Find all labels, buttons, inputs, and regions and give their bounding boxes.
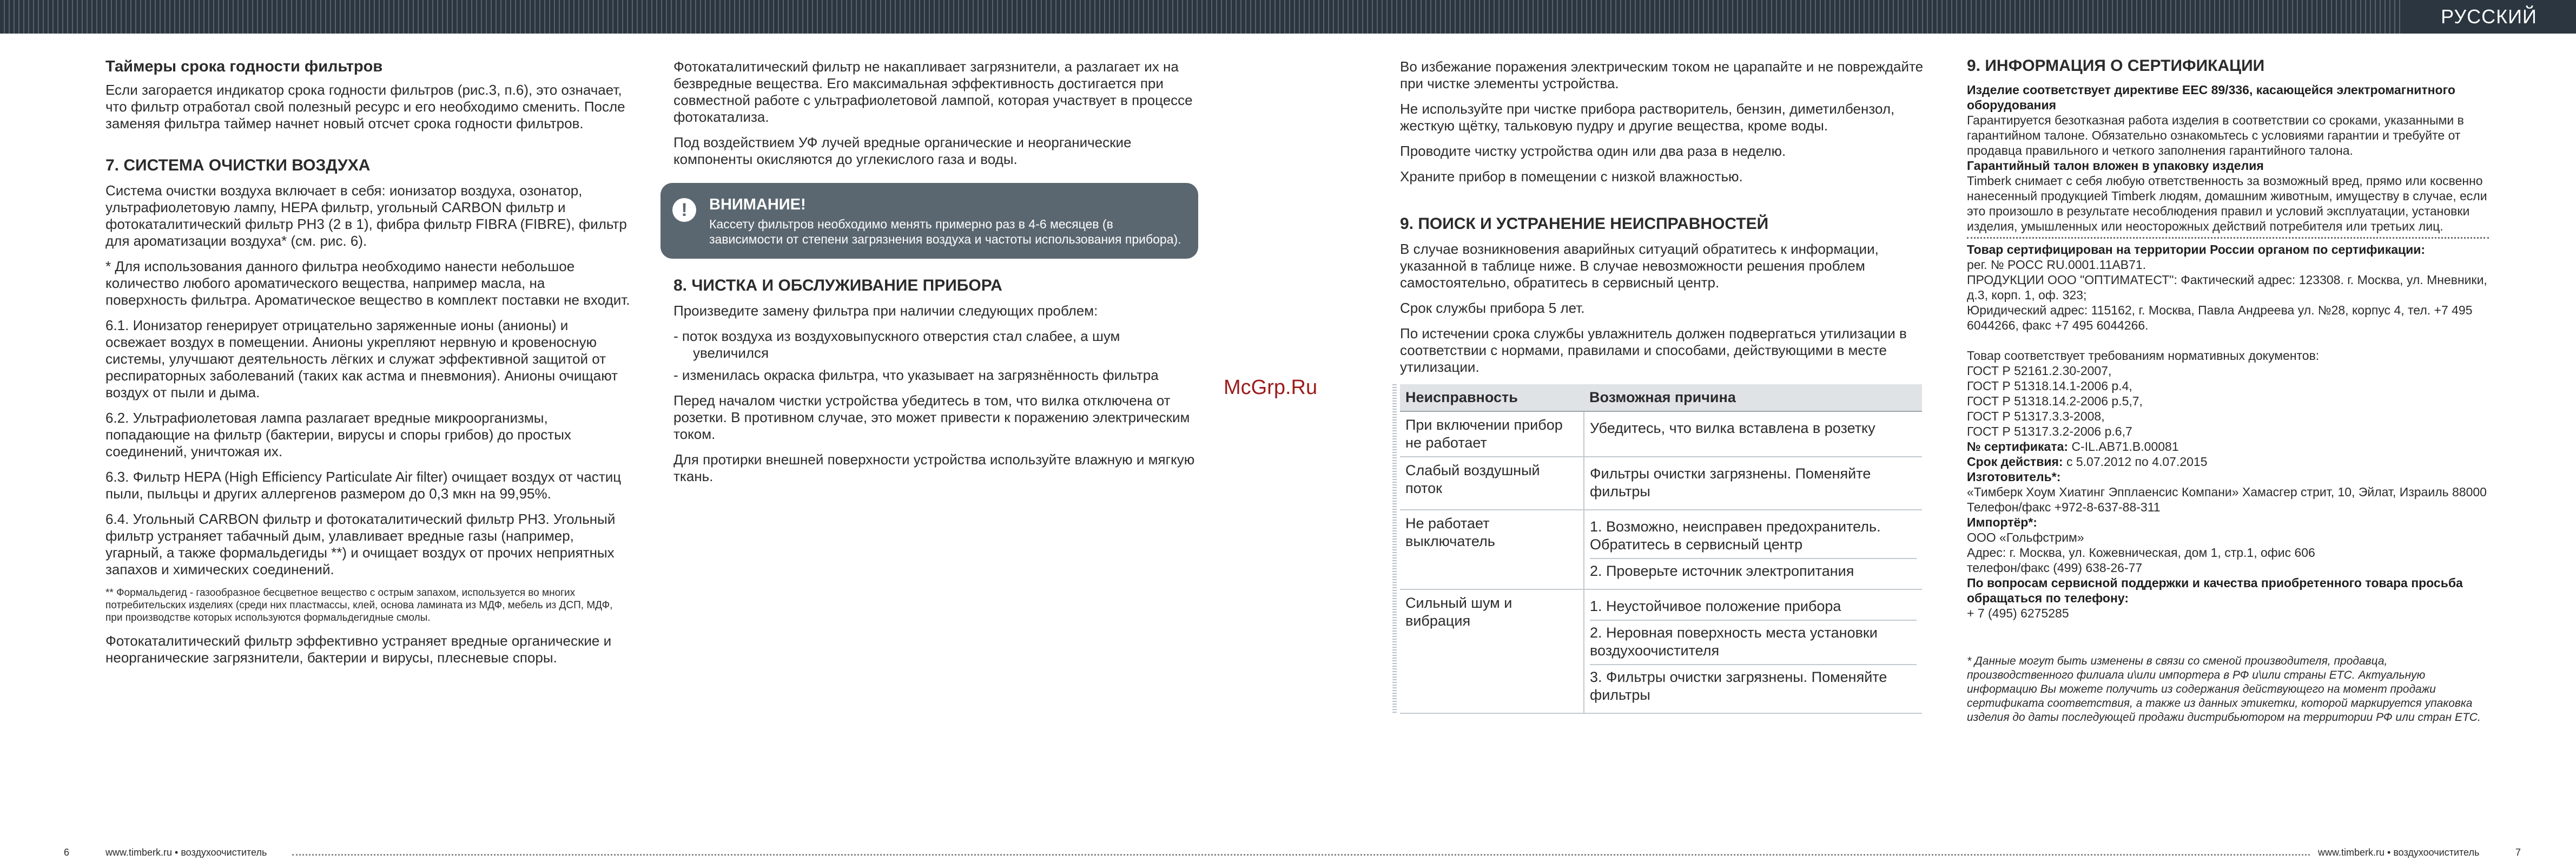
paragraph: 6.3. Фильтр HEPA (High Efficiency Particulate Air filter) очищает воздух от частиц пыли, пыльцы и других аллергенов размером до 0,3 мкн на 99,95%. (105, 469, 622, 502)
warning-box (660, 183, 1198, 259)
cause-cell (1584, 411, 1922, 457)
paragraph: Произведите замену фильтра при наличии следующих проблем: (673, 303, 1098, 319)
paragraph: Система очистки воздуха включает в себя: ионизатор воздуха, озонатор, ультрафиолетовую лампу, HEPA фильтр, угольный CARBON фильтр и фотокаталитический фильтр PH3 (2 в 1), фибра фильтр FIBRA (FIBRE), фильтр для ароматизации воздуха* (см. рис. 6). (105, 182, 627, 249)
certified-by-label: Товар сертифицирован на территории России органом по сертификации: (1967, 242, 2426, 257)
paragraph: 6.4. Угольный CARBON фильтр и фотокаталитический фильтр PH3. Угольный фильтр устраняет табачный дым, улавливает вредные газы (например, угарный, а также формальдегиды **) и очищает воздух от прочих неприятных запахов и химических соединений. (105, 511, 616, 577)
column-4 (1967, 58, 2489, 725)
right-footer-site: www.timberk.ru • воздухоочиститель (2318, 847, 2480, 858)
importer-name: ООО «Гольфстрим» (1967, 530, 2084, 544)
reg-number: рег. № РОСС RU.0001.11АВ71. (1967, 258, 2146, 272)
importer-phone: телефон/факс (499) 638-26-77 (1967, 561, 2143, 575)
paragraph: Фотокаталитический фильтр не накапливает загрязнители, а разлагает их на безвредные вещества. Его максимальная эффективность достигается при совместной работе с ультрафиолетовой лампой, которая участвует в процессе фотокатализа. (673, 58, 1193, 125)
cert-body-address: ПРОДУКЦИИ ООО "ОПТИМАТЕСТ": Фактический адрес: 123308. г. Москва, ул. Мневники, д.3, корп. 1, оф. 323; (1967, 273, 2487, 302)
paragraph: * Для использования данного фильтра необходимо нанести небольшое количество любого ароматического вещества, например масла, на поверхность фильтра. Ароматическое вещество в комплект поставки не входит. (105, 258, 630, 308)
paragraph: По истечении срока службы увлажнитель должен подвергаться утилизации в соответствии с нормами, правилами и способами, действующими в месте утилизации. (1400, 325, 1907, 375)
section-9-title: 9. ПОИСК И УСТРАНЕНИЕ НЕИСПРАВНОСТЕЙ (1400, 215, 1769, 233)
table-header-row (1400, 384, 1922, 411)
table-row (1400, 411, 1922, 457)
problem-cell: Не работает выключатель (1400, 510, 1584, 589)
warranty-text: Гарантируется безотказная работа изделия в соответствии со сроками, указанными в гарантийном талоне. Обязательно ознакомьтесь с условиями гарантии и требуйте от продавца правильного и четкого заполнения гарантийного талона. (1967, 113, 2464, 157)
cause-item: 3. Фильтры очистки загрязнены. Поменяйте фильтры (1590, 664, 1917, 708)
left-page-number: 6 (64, 847, 70, 858)
paragraph: 6.1. Ионизатор генерирует отрицательно заряженные ионы (анионы) и освежает воздух в помещении. Анионы укрепляют нервную и кровеносную системы, улучшают деятельность лёгких и служат эффективной защитой от респираторных заболеваний (таких как астма и пневмония). Анионы очищают воздух от пыли и дыма. (105, 317, 618, 400)
language-label: РУССКИЙ (2402, 0, 2576, 34)
term-value: с 5.07.2012 по 4.07.2015 (2066, 455, 2208, 469)
cause-item: 1. Возможно, неисправен предохранитель. Обратитесь в сервисный центр (1590, 518, 1881, 553)
list-item: - поток воздуха из воздуховыпускного отверстия стал слабее, а шум увеличился (673, 328, 1120, 361)
cause-item: 2. Неровная поверхность места установки воздухоочистителя (1590, 620, 1917, 664)
certification-title: 9. ИНФОРМАЦИЯ О СЕРТИФИКАЦИИ (1967, 57, 2265, 75)
table-header: Возможная причина (1584, 384, 1922, 411)
troubleshooting-table (1400, 384, 1922, 714)
paragraph: 6.2. Ультрафиолетовая лампа разлагает вредные микроорганизмы, попадающие на фильтр (бактерии, вирусы и споры грибов) до простых соединений, уничтожая их. (105, 410, 571, 459)
liability-text: Timberk снимает с себя любую ответственность за возможный вред, прямо или косвенно нанесенный продукцией Timberk людям, домашним животным, имуществу в случае, если это произошло в результате несоблюдения правил и условий эксплуатации, установки изделия, умышленных или неосторожных действий потребителя или третьих лиц. (1967, 174, 2487, 233)
paragraph: В случае возникновения аварийных ситуаций обратитесь к информации, указанной в таблице ниже. В случае невозможности решения проблем самостоятельно, обратитесь в сервисный центр. (1400, 241, 1879, 291)
directive-text: Изделие соответствует директиве EEC 89/336, касающейся электромагнитного оборудования (1967, 83, 2455, 112)
cause-item: 2. Проверьте источник электропитания (1590, 558, 1917, 584)
service-label: По вопросам сервисной поддержки и качества приобретенного товара просьба обращаться по телефону: (1967, 576, 2463, 605)
problem-list (673, 328, 1198, 384)
paragraph: Во избежание поражения электрическим током не царапайте и не повреждайте при чистке элементы устройства. (1400, 58, 1924, 91)
standard-item: ГОСТ Р 52161.2.30-2007, (1967, 364, 2112, 378)
maker-value: «Тимберк Хоум Хиатинг Эпплаенсис Компани» Хамасгер стрит, 10, Эйлат, Израиль 88000 (1967, 485, 2487, 499)
paragraph: Проводите чистку устройства один или два раза в неделю. (1400, 143, 1786, 159)
standard-item: ГОСТ Р 51318.14.1-2006 р.4, (1967, 379, 2132, 393)
cause-item: Убедитесь, что вилка вставлена в розетку (1590, 420, 1875, 436)
list-item: - изменилась окраска фильтра, что указывает на загрязнённость фильтра (673, 367, 1159, 383)
column-3 (1400, 58, 1930, 714)
timers-title: Таймеры срока годности фильтров (105, 58, 383, 75)
table-row (1400, 457, 1922, 510)
problem-cell: При включении прибор не работает (1400, 411, 1584, 457)
problem-cell: Слабый воздушный поток (1400, 457, 1584, 510)
cause-item: Фильтры очистки загрязнены. Поменяйте фильтры (1590, 465, 1871, 500)
warning-title: ВНИМАНИЕ! (709, 196, 806, 213)
paragraph: Под воздействием УФ лучей вредные органические и неорганические компоненты окисляются до углекислого газа и воды. (673, 134, 1132, 167)
service-phone: + 7 (495) 6275285 (1967, 606, 2069, 620)
dotted-divider (1967, 237, 2489, 239)
maker-phone: Телефон/факс +972-8-637-88-311 (1967, 500, 2161, 514)
standard-item: ГОСТ Р 51317.3.2-2006 р.6,7 (1967, 424, 2132, 438)
right-page-number: 7 (2515, 847, 2521, 858)
paragraph: Храните прибор в помещении с низкой влажностью. (1400, 168, 1743, 185)
warranty-card-note: Гарантийный талон вложен в упаковку изделия (1967, 159, 2264, 173)
troubleshooting-table-wrap (1400, 384, 1930, 714)
timers-text: Если загорается индикатор срока годности фильтров (рис.3, п.6), это означает, что фильтр отработал свой полезный ресурс и его необходимо сменить. После заменяя фильтра таймер начнет новый отсчет срока годности фильтров. (105, 82, 625, 132)
standard-item: ГОСТ Р 51318.14.2-2006 р.5,7, (1967, 394, 2143, 408)
watermark: McGrp.Ru (1224, 376, 1318, 399)
cert-value: С-IL.АВ71.В.00081 (2071, 439, 2179, 454)
paragraph: Для протирки внешней поверхности устройства используйте влажную и мягкую ткань. (673, 451, 1195, 484)
table-header: Неисправность (1400, 384, 1584, 411)
standards-intro: Товар соответствует требованиям нормативных документов: (1967, 349, 2320, 363)
top-header-bar (0, 0, 2576, 34)
footnote-formaldehyde: ** Формальдегид - газообразное бесцветное вещество с острым запахом, используется во многих потребительских изделиях (среди них пластмассы, клей, основа ламината из МДФ, мебель из ДСП, МДФ, при производстве которых используются формальдегидные смолы. (105, 587, 613, 623)
cause-cell (1584, 589, 1922, 713)
paragraph: Не используйте при чистке прибора растворитель, бензин, диметилбензол, жесткую щётку, тальковую пудру и другие вещества, кроме воды. (1400, 101, 1895, 134)
left-footer-site: www.timberk.ru • воздухоочиститель (105, 847, 267, 858)
table-row (1400, 510, 1922, 589)
column-1 (105, 58, 630, 675)
warning-text: Кассету фильтров необходимо менять примерно раз в 4-6 месяцев (в зависимости от степени загрязнения воздуха и частоты использования прибора). (709, 217, 1181, 246)
legal-address: Юридический адрес: 115162, г. Москва, Павла Андреева ул. №28, корпус 4, тел. +7 495 6044266, факс +7 495 6044266. (1967, 303, 2473, 332)
term-label: Срок действия: (1967, 455, 2063, 469)
paragraph: Срок службы прибора 5 лет. (1400, 300, 1585, 316)
footer-dotted-line (292, 854, 2310, 856)
section-7-title: 7. СИСТЕМА ОЧИСТКИ ВОЗДУХА (105, 156, 371, 174)
data-change-footnote: * Данные могут быть изменены в связи со сменой производителя, продавца, производственного филиала и\или импортера в РФ и\или страны ЕТС. Актуальную информацию Вы можете получить из содержания действующего на момент продажи сертификата соответствия, а также из данных этикетки, которой маркируется упаковка изделия до даты последующей продажи дистрибьютором на территории РФ или стран ЕТС. (1967, 655, 2481, 724)
table-row (1400, 589, 1922, 713)
importer-address: Адрес: г. Москва, ул. Кожевническая, дом 1, стр.1, офис 606 (1967, 546, 2315, 560)
exclamation-icon: ! (672, 198, 696, 222)
header-stripes (0, 0, 2402, 34)
problem-cell: Сильный шум и вибрация (1400, 589, 1584, 713)
cause-cell (1584, 457, 1922, 510)
standard-item: ГОСТ Р 51317.3.3-2008, (1967, 409, 2105, 423)
column-2 (673, 58, 1198, 494)
paragraph: Перед началом чистки устройства убедитесь в том, что вилка отключена от розетки. В противном случае, это может привести к поражению электрическим током. (673, 392, 1190, 442)
section-8-title: 8. ЧИСТКА И ОБСЛУЖИВАНИЕ ПРИБОРА (673, 277, 1002, 294)
cause-cell (1584, 510, 1922, 589)
cause-item: 1. Неустойчивое положение прибора (1590, 598, 1841, 614)
maker-label: Изготовитель*: (1967, 470, 2061, 484)
paragraph: Фотокаталитический фильтр эффективно устраняет вредные органические и неорганические загрязнители, бактерии и вирусы, плесневые споры. (105, 633, 612, 666)
importer-label: Импортёр*: (1967, 515, 2037, 529)
cert-label: № сертификата: (1967, 439, 2069, 454)
